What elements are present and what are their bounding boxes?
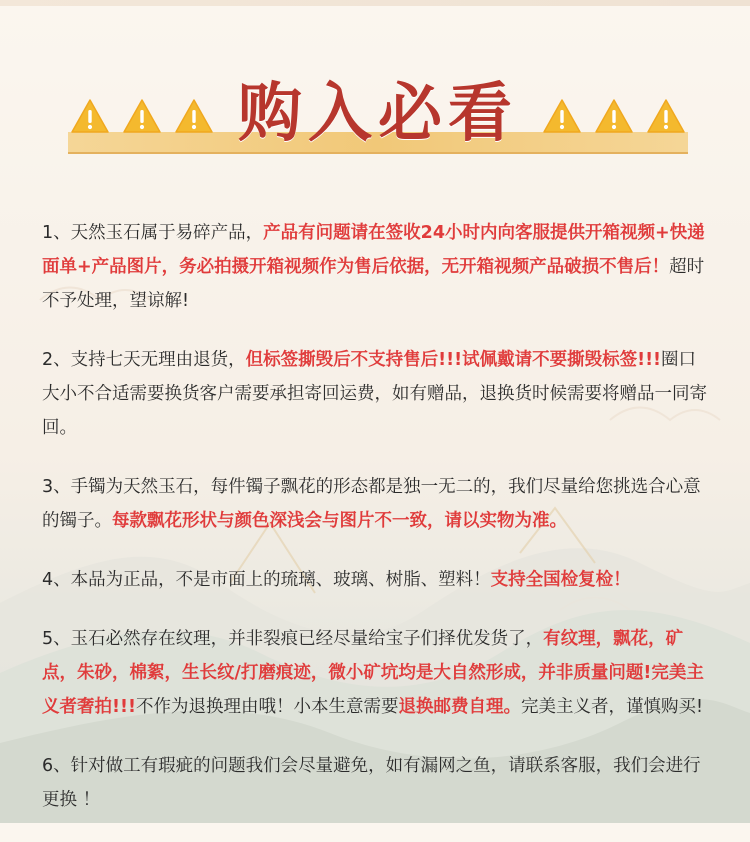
- notice-item-2: [42, 343, 712, 445]
- notice-highlight: 退换邮费自理。: [398, 696, 521, 717]
- notice-text: 1、天然玉石属于易碎产品，: [42, 222, 264, 243]
- notice-highlight: 有纹理，飘花，矿点，朱砂，棉絮，生长纹/打磨痕迹，微小矿坑均是大自然形成，并非质量问题!完美主义者奢拍!!!: [42, 628, 704, 717]
- warning-icon: [594, 98, 634, 134]
- notice-text: 不作为退换理由哦！小本生意需要: [135, 696, 399, 717]
- warning-icon: [122, 98, 162, 134]
- notice-item-4: [42, 563, 712, 597]
- notice-text: 3、手镯为天然玉石，每件镯子飘花的形态都是独一无二的，我们尽量给您挑选合心意的镯子。: [42, 476, 701, 531]
- warning-icon: [646, 98, 686, 134]
- notice-text: 6、针对做工有瑕疵的问题我们会尽量避免，如有漏网之鱼，请联系客服，我们会进行更换 ！: [42, 755, 701, 810]
- notice-text: 圈口大小不合适需要换货客户需要承担寄回运费，如有赠品，退换货时候需要将赠品一同寄回。: [42, 349, 707, 438]
- notice-text: 5、玉石必然存在纹理，并非裂痕已经尽量给宝子们择优发货了，: [42, 628, 544, 649]
- notice-item-5: [42, 622, 712, 724]
- notice-highlight: 每款飘花形状与颜色深浅会与图片不一致，请以实物为准。: [112, 510, 567, 531]
- notice-text: 超时不予处理，望谅解!: [42, 256, 705, 311]
- notice-text: 2、支持七天无理由退货，: [42, 349, 246, 370]
- warning-icon: [542, 98, 582, 134]
- notice-highlight: 产品有问题请在签收24小时内向客服提供开箱视频+快递面单+产品图片，务必拍摄开箱视频作为售后依据，无开箱视频产品破损不售后！: [42, 222, 705, 277]
- page-title: 购入必看: [238, 76, 518, 151]
- notice-text: 完美主义者，谨慎购买!: [520, 696, 703, 717]
- notice-item-3: [42, 470, 712, 538]
- warning-icon: [174, 98, 214, 134]
- notice-list: [42, 198, 712, 842]
- warning-icon: [70, 98, 110, 134]
- notice-item-1: [42, 216, 712, 318]
- notice-highlight: 支持全国检复检！: [490, 569, 631, 590]
- notice-item-6: [42, 749, 712, 817]
- header: [68, 78, 688, 156]
- notice-highlight: 但标签撕毁后不支持售后!!!试佩戴请不要撕毁标签!!!: [245, 349, 662, 370]
- notice-text: 4、本品为正品，不是市面上的琉璃、玻璃、树脂、塑料！: [42, 569, 491, 590]
